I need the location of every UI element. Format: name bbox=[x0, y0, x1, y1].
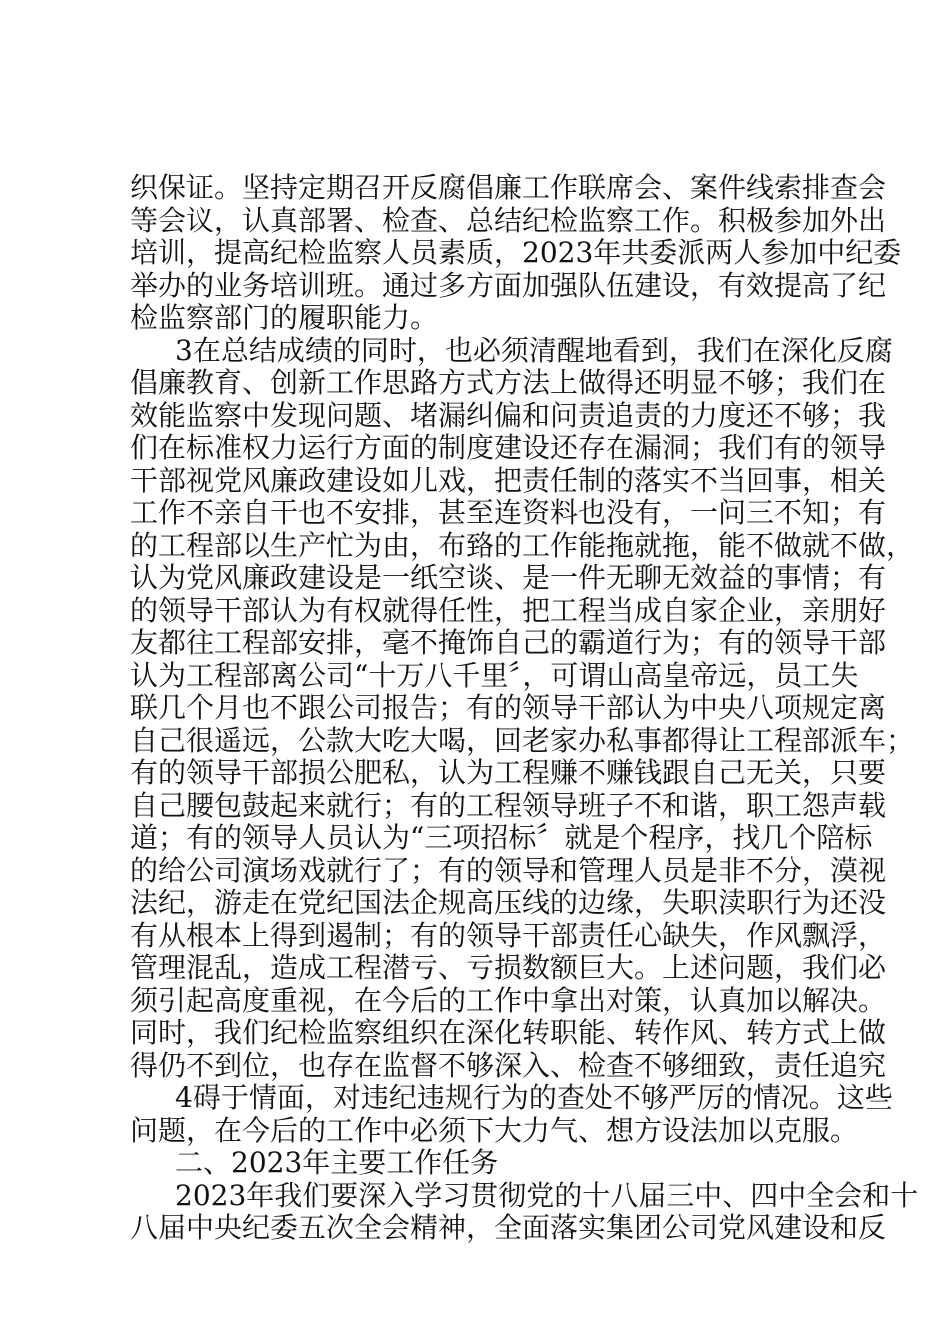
text-line: 检监察部门的履职能力。 bbox=[130, 301, 439, 334]
text-line: 道；有的领导人员认为“三项招标〞就是个程序，找几个陪标 bbox=[130, 821, 873, 854]
text-line: 友都往工程部安排，毫不掩饰自己的霸道行为；有的领导干部 bbox=[130, 626, 887, 659]
text-line: 2023年我们要深入学习贯彻党的十八届三中、四中全会和十 bbox=[175, 1178, 919, 1212]
text-line: 织保证。坚持定期召开反腐倡廉工作联席会、案件线索排查会 bbox=[130, 171, 887, 204]
text-line: 们在标准权力运行方面的制度建设还存在漏洞；我们有的领导 bbox=[130, 431, 887, 464]
text-line: 自己很遥远，公款大吃大喝，回老家办私事都得让工程部派车； bbox=[130, 723, 915, 757]
text-line: 的给公司演场戏就行了；有的领导和管理人员是非不分，漠视 bbox=[130, 853, 887, 887]
text-line: 效能监察中发现问题、堵漏纠偏和问责追责的力度还不够；我 bbox=[130, 398, 887, 432]
text-line: 3在总结成绩的同时，也必须清醒地看到，我们在深化反腐 bbox=[175, 333, 893, 367]
text-line: 二、2023年主要工作任务 bbox=[175, 1146, 499, 1179]
text-line: 八届中央纪委五次全会精神，全面落实集团公司党风建设和反 bbox=[130, 1211, 887, 1244]
text-line: 得仍不到位，也存在监督不够深入、检查不够细致，责任追究 bbox=[130, 1048, 887, 1082]
text-line: 4碍于情面，对违纪违规行为的查处不够严厉的情况。这些 bbox=[175, 1081, 893, 1114]
text-line: 须引起高度重视，在今后的工作中拿出对策，认真加以解决。 bbox=[130, 983, 887, 1017]
text-line: 管理混乱，造成工程潜亏、亏损数额巨大。上述问题，我们必 bbox=[130, 951, 887, 984]
text-line: 倡廉教育、创新工作思路方式方法上做得还明显不够；我们在 bbox=[130, 366, 887, 399]
text-line: 有从根本上得到遏制；有的领导干部责任心缺失，作风飘浮， bbox=[130, 918, 887, 952]
text-line: 等会议，认真部署、检查、总结纪检监察工作。积极参加外出 bbox=[130, 203, 887, 237]
text-line: 同时，我们纪检监察组织在深化转职能、转作风、转方式上做 bbox=[130, 1016, 887, 1049]
text-line: 自己腰包鼓起来就行；有的工程领导班子不和谐，职工怨声载 bbox=[130, 788, 887, 822]
text-line: 工作不亲自干也不安排，甚至连资料也没有，一问三不知；有 bbox=[130, 496, 887, 529]
text-line: 的领导干部认为有权就得任性，把工程当成自家企业，亲朋好 bbox=[130, 593, 887, 627]
text-line: 联几个月也不跟公司报告；有的领导干部认为中央八项规定离 bbox=[130, 691, 887, 724]
text-line: 干部视党风廉政建设如儿戏，把责任制的落实不当回事，相关 bbox=[130, 463, 887, 497]
text-line: 有的领导干部损公肥私，认为工程赚不赚钱跟自己无关，只要 bbox=[130, 756, 887, 789]
text-line: 认为党风廉政建设是一纸空谈、是一件无聊无效益的事情；有 bbox=[130, 561, 887, 594]
text-line: 法纪，游走在党纪国法企规高压线的边缘，失职渎职行为还没 bbox=[130, 886, 887, 919]
text-line: 培训，提高纪检监察人员素质，2023年共委派两人参加中纪委 bbox=[130, 236, 902, 269]
text-line: 认为工程部离公司“十万八千里〞，可谓山高皇帝远，员工失 bbox=[130, 658, 859, 692]
text-line: 的工程部以生产忙为由，布臵的工作能拖就拖，能不做就不做， bbox=[130, 528, 915, 562]
text-line: 举办的业务培训班。通过多方面加强队伍建设，有效提高了纪 bbox=[130, 268, 887, 302]
text-line: 问题，在今后的工作中必须下大力气、想方设法加以克服。 bbox=[130, 1113, 859, 1147]
